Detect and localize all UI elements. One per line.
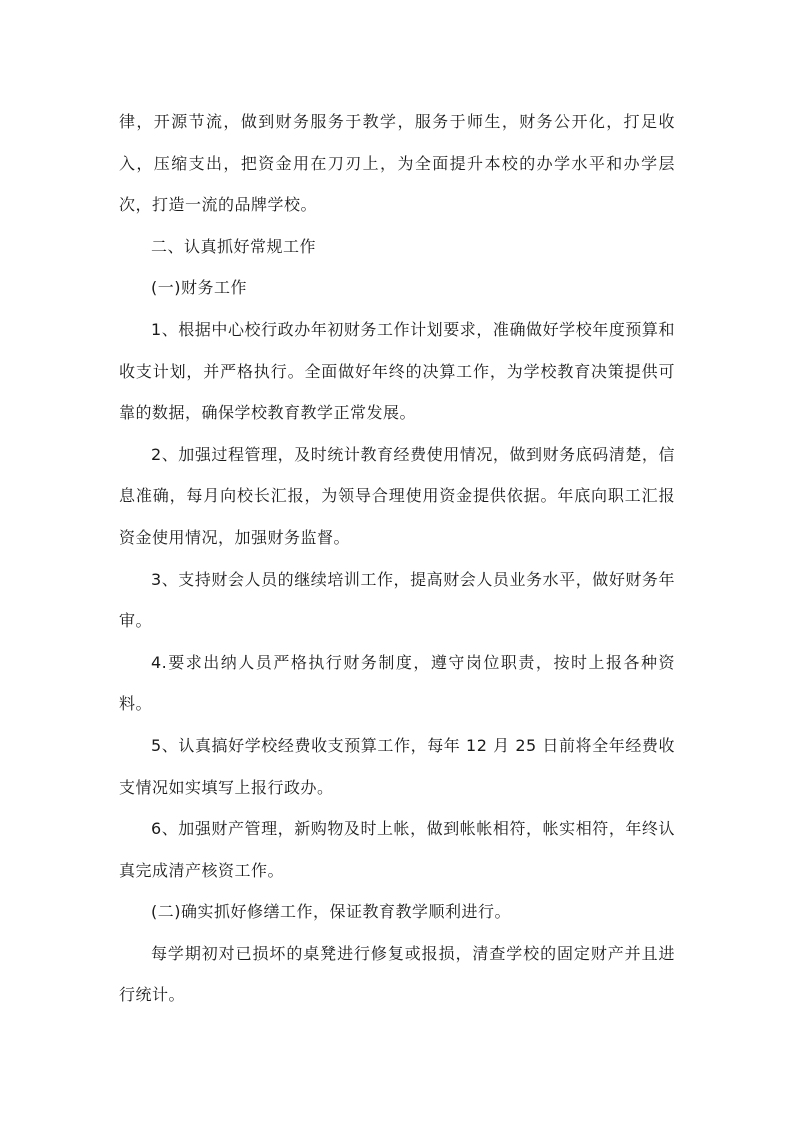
heading-section-2: 二、认真抓好常规工作 xyxy=(151,236,317,256)
paragraph-item-6: 6、加强财产管理，新购物及时上帐，做到帐帐相符，帐实相符，年终认真完成清产核资工作。 xyxy=(119,819,675,880)
paragraph-item-2: 2、加强过程管理，及时统计教育经费使用情况，做到财务底码清楚，信息准确，每月向校长汇报，为领导合理使用资金提供依据。年底向职工汇报资金使用情况，加强财务监督。 xyxy=(119,444,675,547)
paragraph-item-5: 5、认真搞好学校经费收支预算工作，每年 12 月 25 日前将全年经费收支情况如实填写上报行政办。 xyxy=(119,735,675,797)
subheading-repair-work: (二)确实抓好修缮工作，保证教育教学顺利进行。 xyxy=(151,902,511,922)
paragraph-intro: 律，开源节流，做到财务服务于教学，服务于师生，财务公开化，打足收入，压缩支出，把资金用在刀刃上，为全面提升本校的办学水平和办学层次，打造一流的品牌学校。 xyxy=(119,112,675,215)
subheading-finance-work: (一)财务工作 xyxy=(151,278,247,298)
paragraph-item-4: 4.要求出纳人员严格执行财务制度，遵守岗位职责，按时上报各种资料。 xyxy=(119,652,675,714)
paragraph-closing: 每学期初对已损坏的桌凳进行修复或报损，清查学校的固定财产并且进行统计。 xyxy=(119,943,675,1005)
paragraph-item-1: 1、根据中心校行政办年初财务工作计划要求，准确做好学校年度预算和收支计划，并严格执行。全面做好年终的决算工作，为学校教育决策提供可靠的数据，确保学校教育教学正常发展。 xyxy=(119,319,675,423)
paragraph-item-3: 3、支持财会人员的继续培训工作，提高财会人员业务水平，做好财务年审。 xyxy=(119,569,675,631)
document-body xyxy=(119,101,675,1016)
